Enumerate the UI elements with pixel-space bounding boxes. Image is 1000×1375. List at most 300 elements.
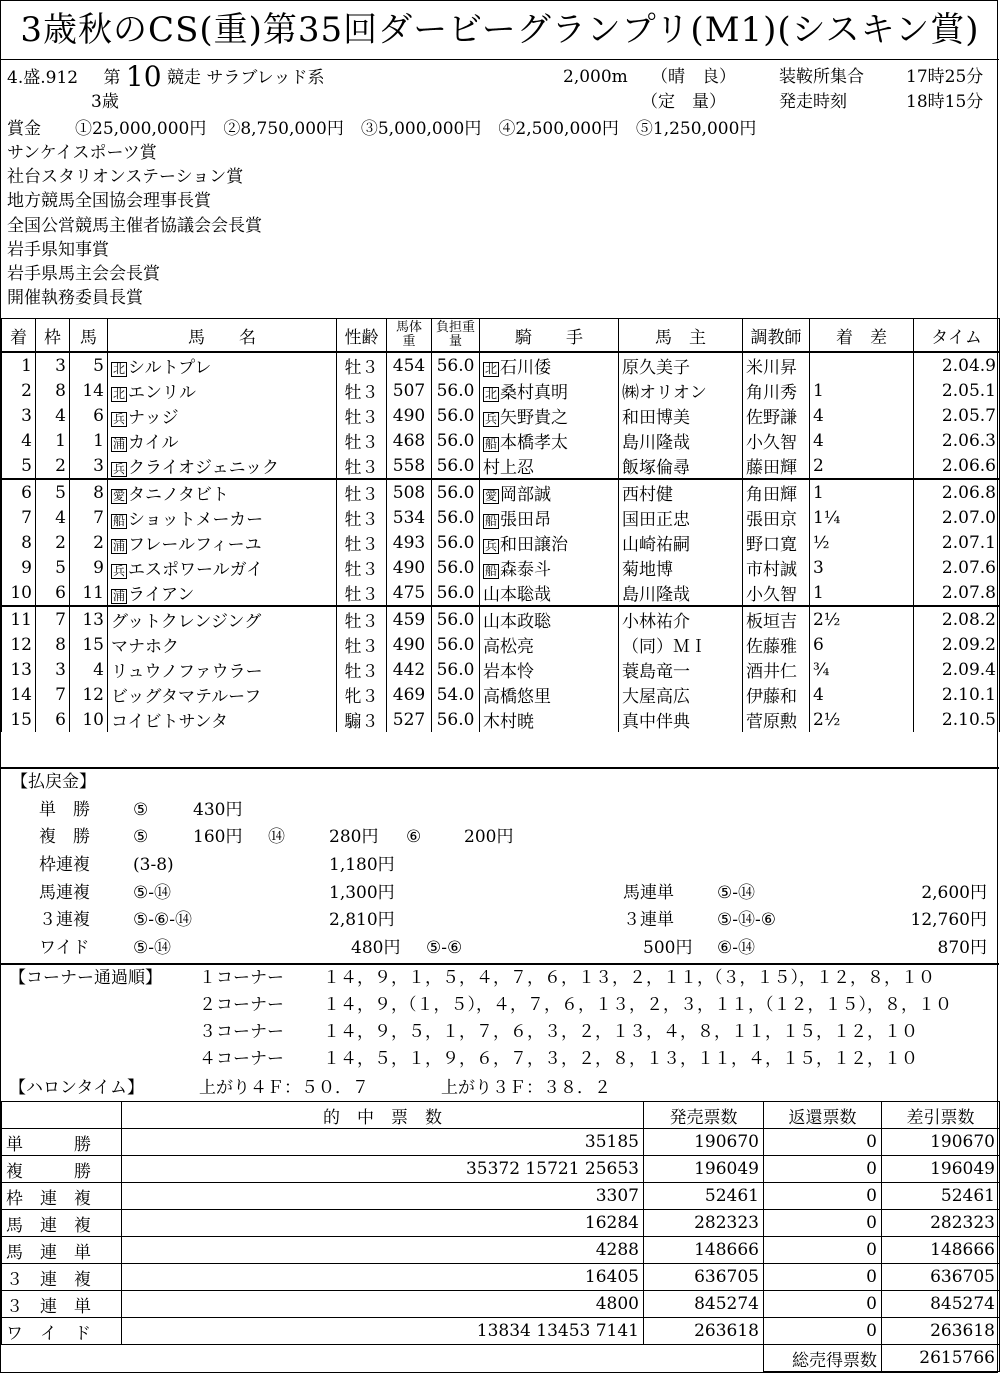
vote-cell: 845274 (882, 1291, 1000, 1318)
result-cell-burden: 56.0 (432, 555, 480, 580)
horse-name: コイビトサンタ (111, 712, 228, 732)
affiliation-mark: 愛 (485, 489, 498, 503)
start-time: 18時15分 (906, 92, 984, 112)
jockey-name: 村上忍 (483, 458, 534, 478)
vote-cell: 16284 (122, 1210, 644, 1237)
vote-cell: 845274 (644, 1291, 764, 1318)
result-cell-pos: 10 (2, 580, 36, 606)
wide-amount: 500円 (643, 938, 693, 958)
result-cell-sex: 牡３ (337, 632, 387, 657)
race-handicap: （定 量） (641, 92, 726, 112)
result-cell-sex: 牡３ (337, 580, 387, 606)
umaren-label: 馬連複 (39, 883, 90, 903)
payout-header: 【払戻金】 (11, 772, 96, 792)
result-row (2, 632, 1000, 657)
vote-cell: 636705 (644, 1264, 764, 1291)
corner-order: １４，９，５，１，７，６，３，２，１３，４，８，１１，１５，１２，１０ (323, 1022, 918, 1042)
vote-row (2, 1264, 1000, 1291)
affiliation-mark: 愛 (113, 489, 126, 503)
result-cell-owner: 飯塚倫尋 (619, 453, 743, 479)
result-cell-jockey (480, 555, 619, 580)
vote-cell: 16405 (122, 1264, 644, 1291)
tansho-combo: ⑤ (133, 800, 149, 820)
result-row (2, 378, 1000, 403)
vote-cell: 148666 (882, 1237, 1000, 1264)
vote-cell: 35185 (122, 1129, 644, 1156)
result-cell-pos: 3 (2, 403, 36, 428)
vote-total-value: 2615766 (882, 1345, 1000, 1372)
wide-combo: ⑥-⑭ (717, 938, 755, 958)
vote-cell: ワ イ ド (2, 1318, 122, 1345)
result-cell-num: 3 (70, 453, 108, 479)
race-title: 3歳秋のCS(重)第35回ダービーグランプリ(M1)(シスキン賞) (1, 1, 999, 60)
result-cell-weight: 490 (387, 555, 432, 580)
result-cell-pos: 14 (2, 682, 36, 707)
result-cell-waku: 3 (36, 657, 70, 682)
result-cell-owner: （同）ＭＩ (619, 632, 743, 657)
umatan-label: 馬連単 (623, 883, 674, 903)
jockey-name: 岩本怜 (483, 662, 534, 682)
result-cell-waku: 2 (36, 453, 70, 479)
result-cell-owner: 山崎祐嗣 (619, 530, 743, 555)
horse-name: リュウノファウラー (111, 662, 263, 682)
fukusho-amount: 160円 (193, 827, 243, 847)
results-column-header: 馬 (70, 319, 108, 353)
result-cell-margin: 2½ (810, 707, 914, 732)
result-row (2, 403, 1000, 428)
result-cell-pos: 1 (2, 352, 36, 378)
result-cell-pos: 11 (2, 606, 36, 632)
result-cell-weight: 468 (387, 428, 432, 453)
result-cell-sex: 牡３ (337, 606, 387, 632)
race-weather: （晴 良） (651, 67, 736, 87)
result-cell-sex: 牡３ (337, 352, 387, 378)
result-cell-sex: 牡３ (337, 403, 387, 428)
result-cell-owner: 真中伴典 (619, 707, 743, 732)
vote-row (2, 1129, 1000, 1156)
result-cell-jockey (480, 682, 619, 707)
vote-row (2, 1210, 1000, 1237)
award-item: 岩手県知事賞 (7, 239, 109, 260)
result-cell-jockey (480, 428, 619, 453)
award-item: 地方競馬全国協会理事長賞 (7, 191, 211, 212)
vote-cell: 13834 13453 7141 (122, 1318, 644, 1345)
vote-cell: 枠 連 複 (2, 1183, 122, 1210)
result-cell-owner: 原久美子 (619, 352, 743, 378)
result-cell-waku: 7 (36, 682, 70, 707)
vote-cell: 4800 (122, 1291, 644, 1318)
result-cell-num: 6 (70, 403, 108, 428)
umatan-combo: ⑤-⑭ (717, 883, 755, 903)
result-cell-margin: 4 (810, 403, 914, 428)
result-cell-jockey (480, 479, 619, 505)
results-column-header: 馬 主 (619, 319, 743, 353)
result-cell-owner: 菊地博 (619, 555, 743, 580)
result-row (2, 606, 1000, 632)
result-cell-trainer: 佐藤雅 (743, 632, 810, 657)
result-cell-jockey (480, 606, 619, 632)
result-cell-pos: 13 (2, 657, 36, 682)
result-cell-time: 2.07.0 (914, 505, 1000, 530)
results-column-header: 枠 (36, 319, 70, 353)
result-cell-time: 2.06.6 (914, 453, 1000, 479)
vote-cell: 馬 連 単 (2, 1237, 122, 1264)
corner-label: １コーナー (199, 968, 284, 988)
result-cell-trainer: 小久智 (743, 580, 810, 606)
vote-cell: 148666 (644, 1237, 764, 1264)
jockey-name: 高松亮 (483, 637, 534, 657)
vote-cell: 0 (764, 1210, 882, 1237)
award-item: 開催執務委員長賞 (7, 288, 143, 309)
result-cell-waku: 3 (36, 352, 70, 378)
vote-cell: 35372 15721 25653 (122, 1156, 644, 1183)
result-cell-weight: 527 (387, 707, 432, 732)
result-cell-sex: 牡３ (337, 428, 387, 453)
result-cell-sex: 騸３ (337, 707, 387, 732)
jockey-name: 矢野貴之 (500, 408, 569, 428)
result-cell-sex: 牡３ (337, 555, 387, 580)
vote-cell: 636705 (882, 1264, 1000, 1291)
result-cell-burden: 56.0 (432, 657, 480, 682)
jockey-name: 山本政聡 (483, 612, 551, 632)
result-row (2, 453, 1000, 479)
result-row (2, 707, 1000, 732)
result-cell-pos: 8 (2, 530, 36, 555)
umaren-combo: ⑤-⑭ (133, 883, 171, 903)
result-cell-jockey (480, 352, 619, 378)
vote-cell: 0 (764, 1318, 882, 1345)
result-cell-jockey (480, 403, 619, 428)
fukusho-label: 複 勝 (39, 827, 90, 847)
start-label: 発走時刻 (779, 92, 847, 112)
tansho-amount: 430円 (193, 800, 243, 820)
result-cell-horse (108, 378, 337, 403)
result-cell-num: 5 (70, 352, 108, 378)
result-cell-pos: 6 (2, 479, 36, 505)
race-prefix: 第 (103, 68, 121, 88)
vote-cell: 0 (764, 1237, 882, 1264)
result-cell-pos: 12 (2, 632, 36, 657)
result-cell-burden: 56.0 (432, 707, 480, 732)
result-cell-weight: 558 (387, 453, 432, 479)
vote-row (2, 1183, 1000, 1210)
result-cell-trainer: 市村誠 (743, 555, 810, 580)
sanrentan-combo: ⑤-⑭-⑥ (717, 910, 776, 930)
vote-cell: 0 (764, 1291, 882, 1318)
wide-amount: 870円 (937, 938, 987, 958)
result-cell-sex: 牡３ (337, 657, 387, 682)
result-row (2, 505, 1000, 530)
race-category: 競走 サラブレッド系 (166, 68, 325, 88)
result-cell-waku: 6 (36, 707, 70, 732)
jockey-name: 山本聡哉 (483, 585, 551, 605)
horse-name: エンリル (128, 383, 197, 403)
vote-cell: 0 (764, 1264, 882, 1291)
result-row (2, 580, 1000, 606)
result-cell-horse (108, 403, 337, 428)
jockey-name: 和田譲治 (500, 535, 569, 555)
vote-cell: ３ 連 単 (2, 1291, 122, 1318)
horse-name: グットクレンジング (111, 612, 262, 632)
result-cell-horse (108, 530, 337, 555)
result-cell-margin (810, 352, 914, 378)
corner-label: ４コーナー (199, 1049, 284, 1069)
result-cell-horse (108, 352, 337, 378)
umatan-amount: 2,600円 (921, 883, 987, 903)
result-row (2, 428, 1000, 453)
wide-combo: ⑤-⑥ (426, 938, 463, 958)
result-cell-sex: 牡３ (337, 479, 387, 505)
results-column-header: 調教師 (743, 319, 810, 353)
results-column-header: 馬体重 (387, 319, 432, 353)
horse-name: シルトプレ (128, 358, 212, 378)
result-cell-burden: 56.0 (432, 352, 480, 378)
result-cell-burden: 56.0 (432, 505, 480, 530)
result-cell-margin: 2 (810, 453, 914, 479)
result-cell-jockey (480, 632, 619, 657)
result-cell-pos: 9 (2, 555, 36, 580)
result-cell-time: 2.09.4 (914, 657, 1000, 682)
result-cell-time: 2.08.2 (914, 606, 1000, 632)
horse-name: エスポワールガイ (128, 560, 264, 580)
award-item: サンケイスポーツ賞 (7, 143, 157, 163)
result-cell-margin: 1¼ (810, 505, 914, 530)
result-cell-trainer: 角田輝 (743, 479, 810, 505)
affiliation-mark: 兵 (113, 462, 126, 476)
last-4f: 上がり４Ｆ：５０．７ (199, 1078, 369, 1098)
result-cell-waku: 2 (36, 530, 70, 555)
vote-column-header (2, 1102, 122, 1129)
vote-cell: 282323 (644, 1210, 764, 1237)
result-cell-horse (108, 632, 337, 657)
result-cell-margin: ¾ (810, 657, 914, 682)
affiliation-mark: 船 (485, 564, 498, 578)
result-cell-owner: 島川隆哉 (619, 428, 743, 453)
result-cell-burden: 56.0 (432, 606, 480, 632)
vote-cell: 282323 (882, 1210, 1000, 1237)
result-cell-burden: 56.0 (432, 580, 480, 606)
horse-name: ビッグタマテルーフ (111, 687, 262, 707)
result-cell-margin: 1 (810, 479, 914, 505)
corner-label: ３コーナー (199, 1022, 284, 1042)
result-cell-burden: 56.0 (432, 453, 480, 479)
result-cell-sex: 牡３ (337, 453, 387, 479)
result-cell-margin: 2½ (810, 606, 914, 632)
result-cell-owner: 島川隆哉 (619, 580, 743, 606)
vote-cell: 263618 (882, 1318, 1000, 1345)
result-cell-time: 2.07.8 (914, 580, 1000, 606)
result-cell-margin: 4 (810, 428, 914, 453)
result-cell-jockey (480, 505, 619, 530)
corner-label: ２コーナー (199, 995, 284, 1015)
race-age: 3歳 (91, 92, 119, 112)
fukusho-combo: ⑤ (133, 827, 149, 847)
vote-cell: 複 勝 (2, 1156, 122, 1183)
affiliation-mark: 北 (113, 387, 126, 401)
result-cell-waku: 6 (36, 580, 70, 606)
vote-header-row (2, 1102, 1000, 1129)
affiliation-mark: 兵 (485, 412, 498, 426)
affiliation-mark: 船 (485, 514, 498, 528)
affiliation-mark: 兵 (113, 412, 126, 426)
results-column-header: 馬 名 (108, 319, 337, 353)
result-cell-horse (108, 682, 337, 707)
result-cell-horse (108, 580, 337, 606)
results-column-header: 着 (2, 319, 36, 353)
result-cell-num: 8 (70, 479, 108, 505)
result-cell-margin: ½ (810, 530, 914, 555)
result-row (2, 530, 1000, 555)
affiliation-mark: 北 (485, 387, 498, 401)
result-cell-waku: 8 (36, 632, 70, 657)
sanrentan-amount: 12,760円 (910, 910, 987, 930)
result-cell-weight: 493 (387, 530, 432, 555)
result-cell-burden: 54.0 (432, 682, 480, 707)
vote-cell: 0 (764, 1183, 882, 1210)
horse-name: カイル (128, 433, 179, 453)
result-cell-num: 14 (70, 378, 108, 403)
result-cell-num: 11 (70, 580, 108, 606)
result-cell-weight: 454 (387, 352, 432, 378)
result-row (2, 657, 1000, 682)
result-cell-num: 10 (70, 707, 108, 732)
vote-column-header: 差引票数 (882, 1102, 1000, 1129)
fukusho-amount: 280円 (329, 827, 379, 847)
vote-column-header: 返還票数 (764, 1102, 882, 1129)
result-cell-pos: 15 (2, 707, 36, 732)
affiliation-mark: 兵 (113, 564, 126, 578)
corner-order-section (1, 963, 999, 1098)
result-cell-num: 15 (70, 632, 108, 657)
vote-row (2, 1156, 1000, 1183)
result-cell-weight: 459 (387, 606, 432, 632)
result-cell-weight: 442 (387, 657, 432, 682)
vote-cell: 馬 連 複 (2, 1210, 122, 1237)
affiliation-mark: 北 (485, 362, 498, 376)
results-column-header: 負担重量 (432, 319, 480, 353)
horse-name: タニノタビト (128, 485, 229, 505)
result-cell-sex: 牝３ (337, 682, 387, 707)
result-cell-time: 2.05.1 (914, 378, 1000, 403)
result-cell-horse (108, 505, 337, 530)
corner-header: 【コーナー通過順】 (9, 968, 162, 988)
result-cell-waku: 5 (36, 479, 70, 505)
race-distance: 2,000m (563, 67, 628, 87)
affiliation-mark: 北 (113, 362, 126, 376)
tansho-label: 単 勝 (39, 800, 90, 820)
result-cell-horse (108, 555, 337, 580)
sanrenpuku-amount: 2,810円 (329, 910, 395, 930)
result-cell-sex: 牡３ (337, 505, 387, 530)
vote-table (1, 1101, 1000, 1372)
horse-name: ナッジ (128, 408, 179, 428)
jockey-name: 高橋悠里 (483, 687, 551, 707)
affiliation-mark: 船 (485, 437, 498, 451)
vote-row (2, 1237, 1000, 1264)
result-cell-margin: 1 (810, 580, 914, 606)
jockey-name: 森泰斗 (500, 560, 552, 580)
results-column-header: 性齢 (337, 319, 387, 353)
result-cell-time: 2.09.2 (914, 632, 1000, 657)
horse-name: フレールフィーユ (128, 535, 262, 555)
result-cell-trainer: 米川昇 (743, 352, 810, 378)
result-cell-num: 2 (70, 530, 108, 555)
wakuren-label: 枠連複 (39, 855, 90, 875)
affiliation-mark: 浦 (113, 589, 126, 603)
affiliation-mark: 浦 (113, 539, 126, 553)
result-cell-weight: 490 (387, 403, 432, 428)
result-cell-trainer: 小久智 (743, 428, 810, 453)
payout-section (1, 767, 999, 964)
results-header-row (2, 319, 1000, 353)
wakuren-amount: 1,180円 (329, 855, 395, 875)
result-cell-trainer: 野口寛 (743, 530, 810, 555)
jockey-name: 木村暁 (483, 712, 534, 732)
result-cell-jockey (480, 657, 619, 682)
corner-order: １４，５，１，９，６，７，３，２，８，１３，１１，４，１５，１２，１０ (323, 1049, 918, 1069)
award-item: 全国公営競馬主催者協議会会長賞 (7, 215, 262, 236)
result-cell-waku: 5 (36, 555, 70, 580)
fukusho-combo: ⑭ (268, 827, 285, 847)
vote-cell: 0 (764, 1156, 882, 1183)
result-cell-jockey (480, 453, 619, 479)
result-cell-trainer: 菅原勲 (743, 707, 810, 732)
vote-cell: 196049 (882, 1156, 1000, 1183)
result-cell-jockey (480, 707, 619, 732)
results-column-header: 騎 手 (480, 319, 619, 353)
last-3f: 上がり３Ｆ：３８．２ (441, 1078, 611, 1098)
result-cell-time: 2.07.6 (914, 555, 1000, 580)
result-cell-waku: 8 (36, 378, 70, 403)
result-cell-sex: 牡３ (337, 378, 387, 403)
result-cell-weight: 507 (387, 378, 432, 403)
result-cell-pos: 4 (2, 428, 36, 453)
result-cell-burden: 56.0 (432, 479, 480, 505)
sanrentan-label: ３連単 (623, 910, 674, 930)
vote-total-row (2, 1345, 1000, 1372)
halon-label: 【ハロンタイム】 (9, 1078, 144, 1098)
horse-name: クライオジェニック (128, 458, 279, 478)
wide-amount: 480円 (351, 938, 401, 958)
affiliation-mark: 兵 (485, 539, 498, 553)
result-cell-num: 13 (70, 606, 108, 632)
vote-row (2, 1318, 1000, 1345)
result-cell-horse (108, 657, 337, 682)
result-cell-jockey (480, 378, 619, 403)
jockey-name: 岡部誠 (500, 485, 552, 505)
result-cell-time: 2.06.8 (914, 479, 1000, 505)
vote-row (2, 1291, 1000, 1318)
result-cell-time: 2.05.7 (914, 403, 1000, 428)
result-cell-weight: 534 (387, 505, 432, 530)
jockey-name: 桑村真明 (500, 383, 569, 403)
result-cell-burden: 56.0 (432, 428, 480, 453)
vote-cell: 0 (764, 1129, 882, 1156)
result-cell-margin: 4 (810, 682, 914, 707)
result-row (2, 479, 1000, 505)
result-cell-margin: 1 (810, 378, 914, 403)
result-cell-owner: 国田正忠 (619, 505, 743, 530)
result-cell-time: 2.07.1 (914, 530, 1000, 555)
result-cell-trainer: 佐野謙 (743, 403, 810, 428)
affiliation-mark: 浦 (113, 437, 126, 451)
umaren-amount: 1,300円 (329, 883, 395, 903)
result-cell-owner: 大屋高広 (619, 682, 743, 707)
result-cell-time: 2.10.5 (914, 707, 1000, 732)
result-cell-waku: 1 (36, 428, 70, 453)
prize-money: 賞金 ①25,000,000円 ②8,750,000円 ③5,000,000円 ④2,500,000円 ⑤1,250,000円 (7, 119, 757, 139)
result-row (2, 555, 1000, 580)
